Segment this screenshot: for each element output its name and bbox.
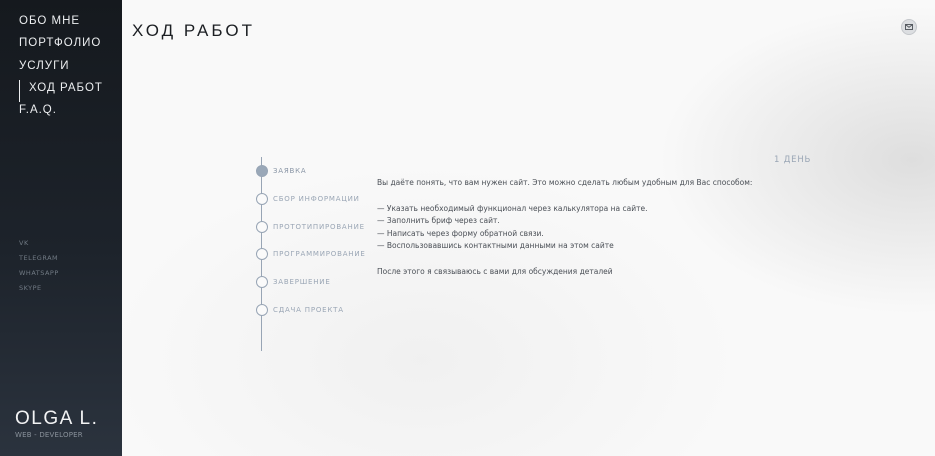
description-bullet: — Указать необходимый функционал через калькулятора на сайте. bbox=[377, 203, 648, 213]
mail-button[interactable] bbox=[901, 19, 917, 35]
description-bullet: — Воспользовавшись контактными данными на этом сайте bbox=[377, 241, 614, 250]
social-link-skype[interactable]: SKYPE bbox=[19, 284, 42, 292]
social-link-vk[interactable]: VK bbox=[19, 239, 29, 247]
step-label: ЗАЯВКА bbox=[273, 167, 307, 175]
main-content bbox=[122, 0, 935, 456]
brand-role: WEB - DEVELOPER bbox=[15, 431, 83, 439]
step-dot bbox=[256, 276, 268, 288]
step-dot bbox=[256, 221, 268, 233]
step-label: ПРОГРАММИРОВАНИЕ bbox=[273, 250, 366, 258]
social-links bbox=[19, 238, 59, 298]
page-title: ХОД РАБОТ bbox=[132, 21, 255, 40]
description-outro: После этого я связываюсь с вами для обсуждения деталей bbox=[377, 266, 613, 276]
step-label: СБОР ИНФОРМАЦИИ bbox=[273, 195, 360, 203]
step-dot bbox=[256, 248, 268, 260]
step-dot-active bbox=[256, 165, 268, 177]
nav-item-services[interactable]: УСЛУГИ bbox=[19, 59, 70, 72]
brand bbox=[15, 408, 98, 439]
step-label: ПРОТОТИПИРОВАНИЕ bbox=[273, 223, 365, 231]
social-link-whatsapp[interactable]: WHATSAPP bbox=[19, 269, 59, 277]
step-dot bbox=[256, 304, 268, 316]
step-label: ЗАВЕРШЕНИЕ bbox=[273, 278, 331, 286]
step-label: СДАЧА ПРОЕКТА bbox=[273, 306, 344, 314]
nav-item-faq[interactable]: F.A.Q. bbox=[19, 104, 57, 117]
step-description bbox=[377, 177, 777, 278]
step-duration: 1 ДЕНЬ bbox=[774, 155, 812, 165]
nav-item-workflow[interactable]: ХОД РАБОТ bbox=[19, 80, 103, 102]
brand-name: OLGA L. bbox=[15, 408, 99, 429]
description-bullet: — Заполнить бриф через сайт. bbox=[377, 216, 500, 225]
description-intro: Вы даёте понять, что вам нужен сайт. Это можно сделать любым удобным для Вас способом: bbox=[377, 178, 753, 187]
description-bullet: — Написать через форму обратной связи. bbox=[377, 228, 544, 238]
mail-icon bbox=[905, 24, 913, 30]
sidebar bbox=[0, 0, 122, 456]
main-nav bbox=[19, 13, 103, 124]
step-dot bbox=[256, 193, 268, 205]
nav-item-portfolio[interactable]: ПОРТФОЛИО bbox=[19, 37, 102, 50]
nav-item-about[interactable]: ОБО МНЕ bbox=[19, 15, 81, 27]
social-link-telegram[interactable]: TELEGRAM bbox=[19, 254, 59, 262]
